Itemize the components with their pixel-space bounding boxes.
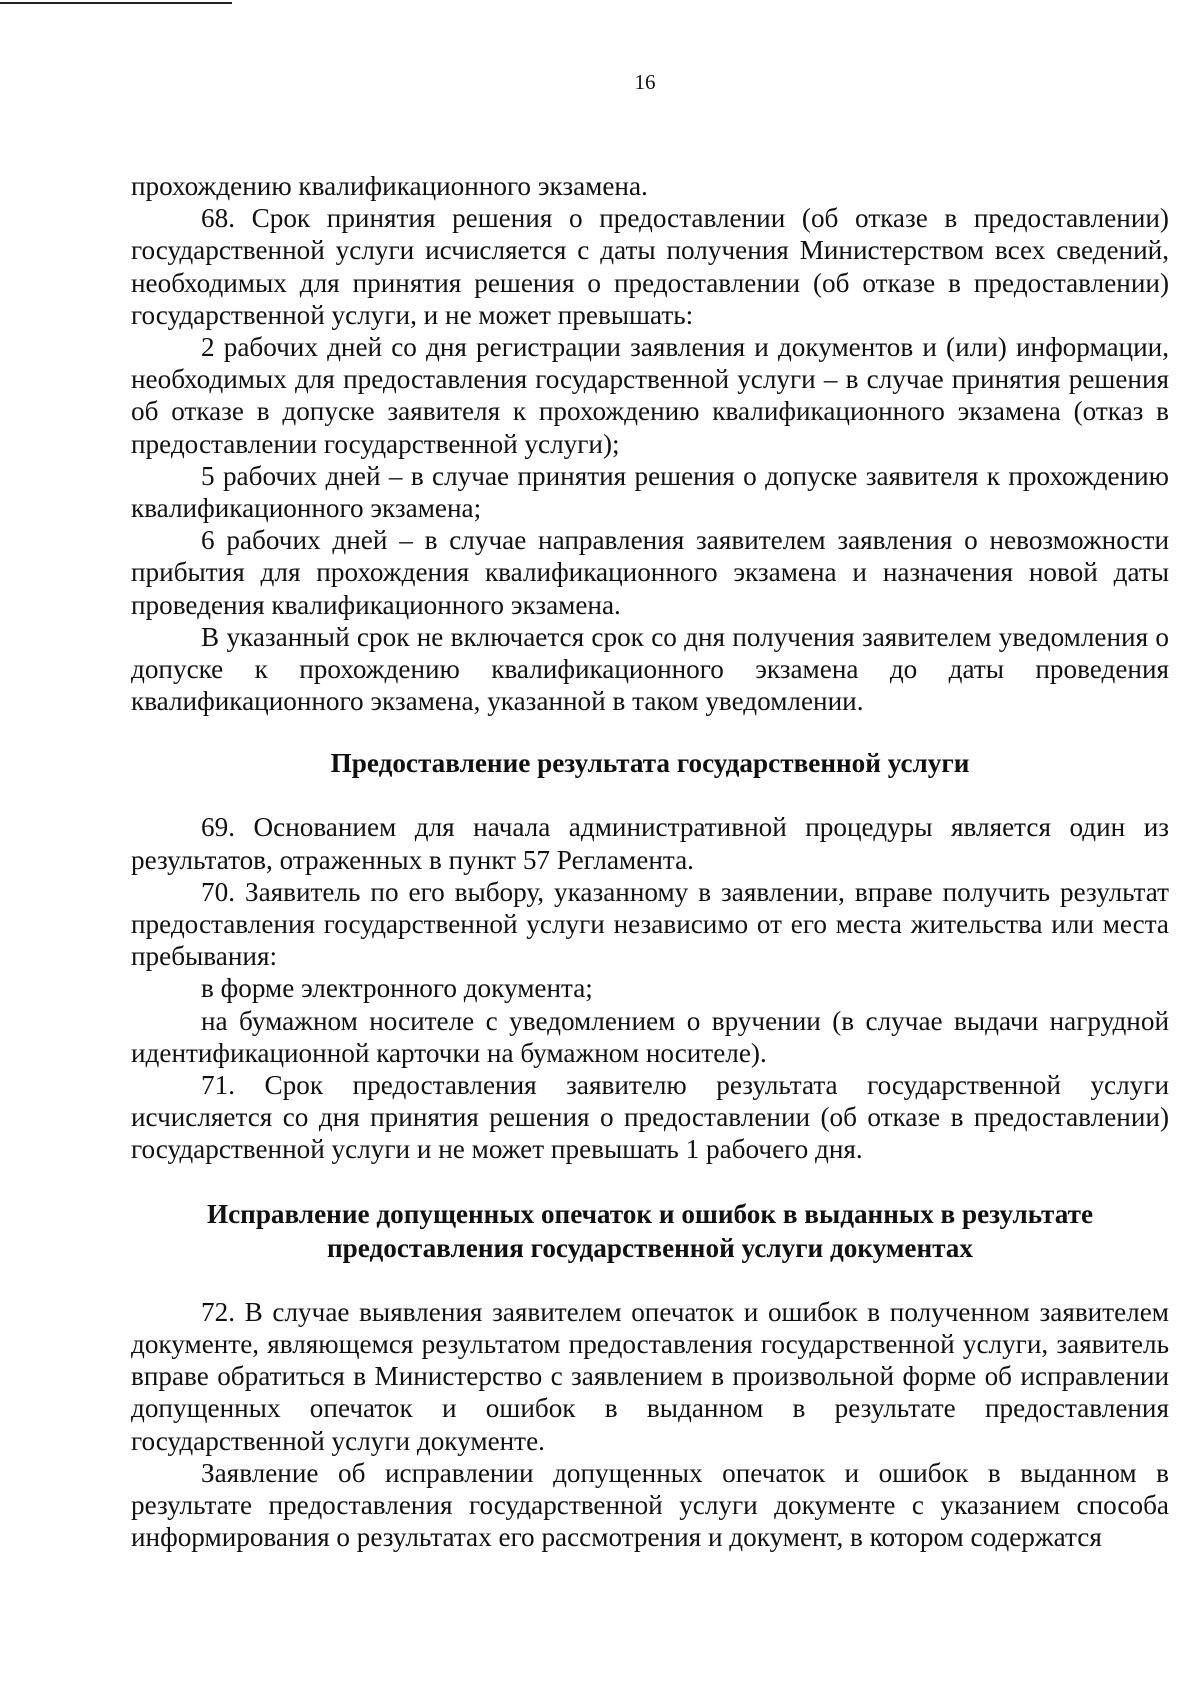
paragraph-p68d: В указанный срок не включается срок со дня получения заявителем уведомления о допуске к прохождению квалификационного экзамена до даты проведения квалификационного экзамена, указанной в таком уведомлении. xyxy=(131,621,1169,717)
paragraph-p0: прохождению квалификационного экзамена. xyxy=(131,171,648,201)
paragraph-p68: 68. Срок принятия решения о предоставлении (об отказе в предоставлении) государственной услуги исчисляется с даты получения Министерством всех сведений, необходимых для принятия решения о предоставлении (об отказе в предоставлении) государственной услуги, и не может превышать: xyxy=(131,203,1169,330)
paragraph-p70b: на бумажном носителе с уведомлением о вручении (в случае выдачи нагрудной идентификационной карточки на бумажном носителе). xyxy=(131,1005,1169,1068)
paragraph-p68c: 6 рабочих дней – в случае направления заявителем заявления о невозможности прибытия для прохождения квалификационного экзамена и назначения новой даты проведения квалификационного экзамена. xyxy=(131,525,1169,620)
paragraph-p71: 71. Срок предоставления заявителю результата государственной услуги исчисляется со дня принятия решения о предоставлении (об отказе в предоставлении) государственной услуги и не может превышать 1 рабочего дня. xyxy=(131,1070,1169,1165)
paragraph-p69: 69. Основанием для начала административной процедуры является один из результатов, отраженных в пункт 57 Регламента. xyxy=(131,812,1169,875)
paragraph-p70: 70. Заявитель по его выбору, указанному в заявлении, вправе получить результат предоставления государственной услуги независимо от его места жительства или места пребывания: xyxy=(131,876,1169,972)
paragraph-p72a: Заявление об исправлении допущенных опечаток и ошибок в выданном в результате предоставления государственной услуги документе с указанием способа информирования о результатах его рассмотрения и документ, в котором содержатся xyxy=(131,1457,1169,1553)
heading-error-correction-line-1: Исправление допущенных опечаток и ошибок в выданных в результате xyxy=(206,1198,1094,1229)
section-result-provision xyxy=(131,811,1169,1165)
document-body xyxy=(131,170,1169,1553)
section-error-correction xyxy=(131,1296,1169,1554)
top-scan-line xyxy=(0,2,232,4)
paragraph-p70a: в форме электронного документа; xyxy=(201,973,593,1004)
heading-error-correction-line-2: предоставления государственной услуги документах xyxy=(326,1232,973,1263)
page-number: 16 xyxy=(634,70,656,94)
paragraph-p72: 72. В случае выявления заявителем опечаток и ошибок в полученном заявителем документе, являющемся результатом предоставления государственной услуги, заявитель вправе обратиться в Министерство с заявлением в произвольной форме об исправлении допущенных опечаток и ошибок в выданном в результате предоставления государственной услуги документе. xyxy=(131,1296,1169,1456)
section-term-decision xyxy=(131,170,1169,717)
paragraph-p68a: 2 рабочих дней со дня регистрации заявления и документов и (или) информации, необходимых для предоставления государственной услуги – в случае принятия решения об отказе в допуске заявителя к прохождению квалификационного экзамена (отказ в предоставлении государственной услуги); xyxy=(131,332,1169,459)
heading-error-correction xyxy=(131,1197,1169,1265)
paragraph-p68b: 5 рабочих дней – в случае принятия решения о допуске заявителя к прохождению квалификационного экзамена; xyxy=(131,460,1169,524)
heading-result-provision: Предоставление результата государственной услуги xyxy=(330,748,970,779)
